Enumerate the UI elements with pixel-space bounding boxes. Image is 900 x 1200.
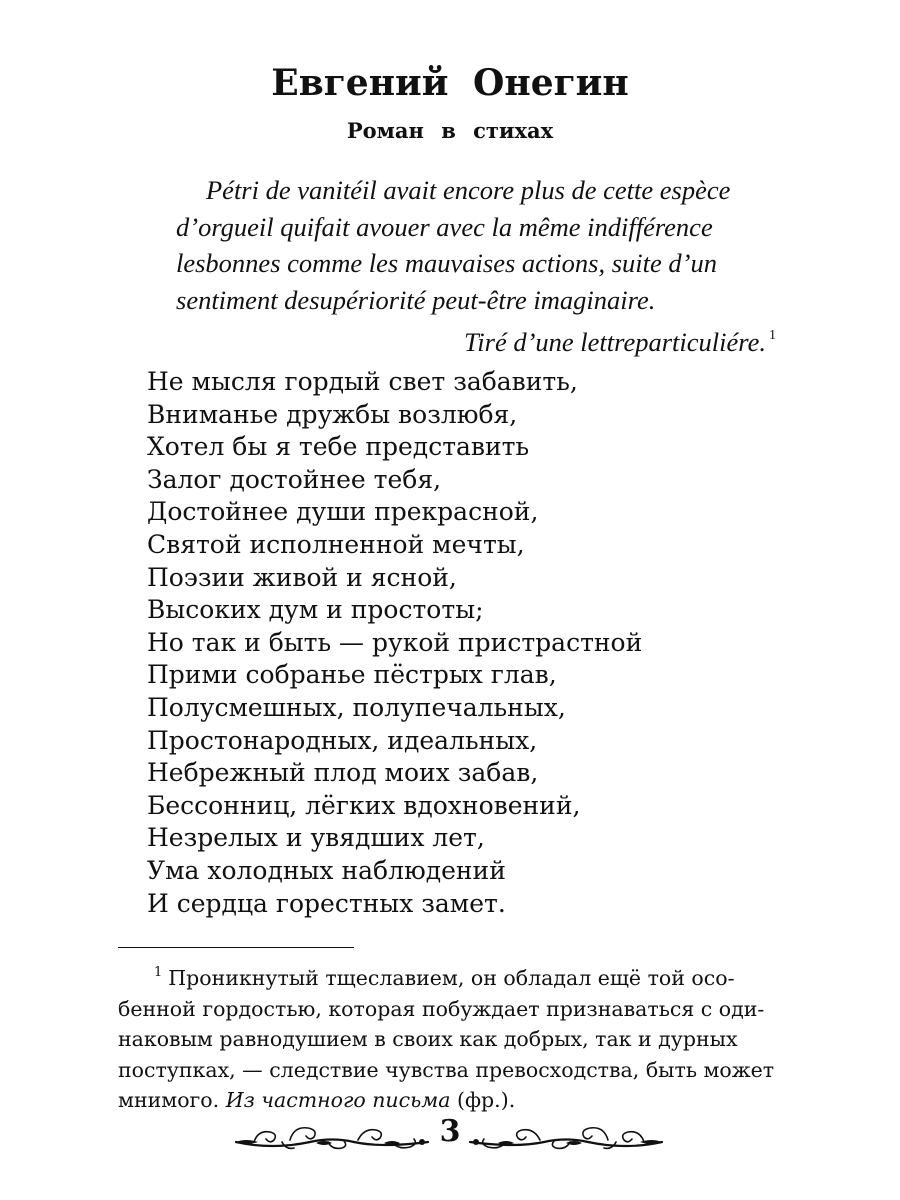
- verse-line: Высоких дум и простоты;: [147, 595, 484, 625]
- footnote-source-italic: Из частного письма: [225, 1088, 451, 1112]
- verse-line: Небрежный плод моих забав,: [147, 758, 539, 788]
- epigraph: [176, 172, 776, 361]
- footnote-line: бенной гордостью, которая побуждает признаваться с оди-: [118, 996, 765, 1021]
- verse-line: Бессонниц, лёгких вдохновений,: [147, 790, 581, 820]
- footnote-line: наковым равнодушием в своих как добрых, так и дурных: [118, 1027, 738, 1051]
- footnote-text: (фр.).: [450, 1088, 516, 1112]
- verse-line: Не мысля гордый свет забавить,: [147, 367, 578, 396]
- footnote-line-text: Проникнутый тщеславием, он обладал ещё той осо-: [168, 966, 735, 990]
- verse-line: Прими собранье пёстрых глав,: [147, 660, 557, 690]
- epigraph-source: [176, 318, 776, 361]
- verse-line: Хотел бы я тебе представить: [147, 432, 530, 462]
- footnote-divider: [118, 947, 354, 948]
- page-footer: [0, 1112, 900, 1162]
- footnote-text: мнимого.: [118, 1088, 226, 1112]
- epigraph-line: d’orgueil quifait avouer avec la même indifférence: [176, 211, 713, 242]
- footnote-reference: 1: [769, 328, 776, 343]
- verse-line: Достойнее души прекрасной,: [147, 497, 539, 527]
- verse-line: Вниманье дружбы возлюбя,: [147, 399, 518, 429]
- footnote-line: [118, 958, 778, 994]
- verse-line: Но так и быть — рукой пристрастной: [147, 627, 643, 657]
- epigraph-line: Pétri de vanitéil avait encore plus de cette espèce: [206, 175, 731, 205]
- verse-line: Святой исполненной мечты,: [147, 529, 525, 559]
- verse-line: Простонародных, идеальных,: [147, 725, 538, 755]
- page-number: 3: [439, 1114, 461, 1149]
- verse-line: Залог достойнее тебя,: [147, 464, 442, 494]
- epigraph-line: lesbonnes comme les mauvaises actions, suite d’un: [176, 248, 717, 278]
- page-subtitle: Роман в стихах: [346, 118, 554, 143]
- verse-line: Ума холодных наблюдений: [147, 855, 506, 885]
- verse-line: И сердца горестных замет.: [147, 888, 506, 918]
- epigraph-source-text: Tiré d’une lettreparticuliére.: [464, 327, 766, 357]
- footnote-mark: 1: [154, 965, 163, 980]
- page-title: Евгений Онегин: [271, 62, 629, 104]
- footnote-line: поступках, — следствие чувства превосходства, быть может: [118, 1057, 775, 1082]
- verse-line: Полусмешных, полупечальных,: [147, 692, 566, 722]
- verse-line: Поэзии живой и ясной,: [147, 562, 457, 592]
- epigraph-line: sentiment desupériorité peut-être imaginaire.: [176, 284, 656, 315]
- flourish-ornament-icon: [466, 1120, 666, 1156]
- footnote-line: [118, 1085, 778, 1116]
- poem-dedication: [147, 366, 767, 920]
- footnote: [118, 958, 778, 1116]
- verse-line: Незрелых и увядших лет,: [147, 823, 485, 853]
